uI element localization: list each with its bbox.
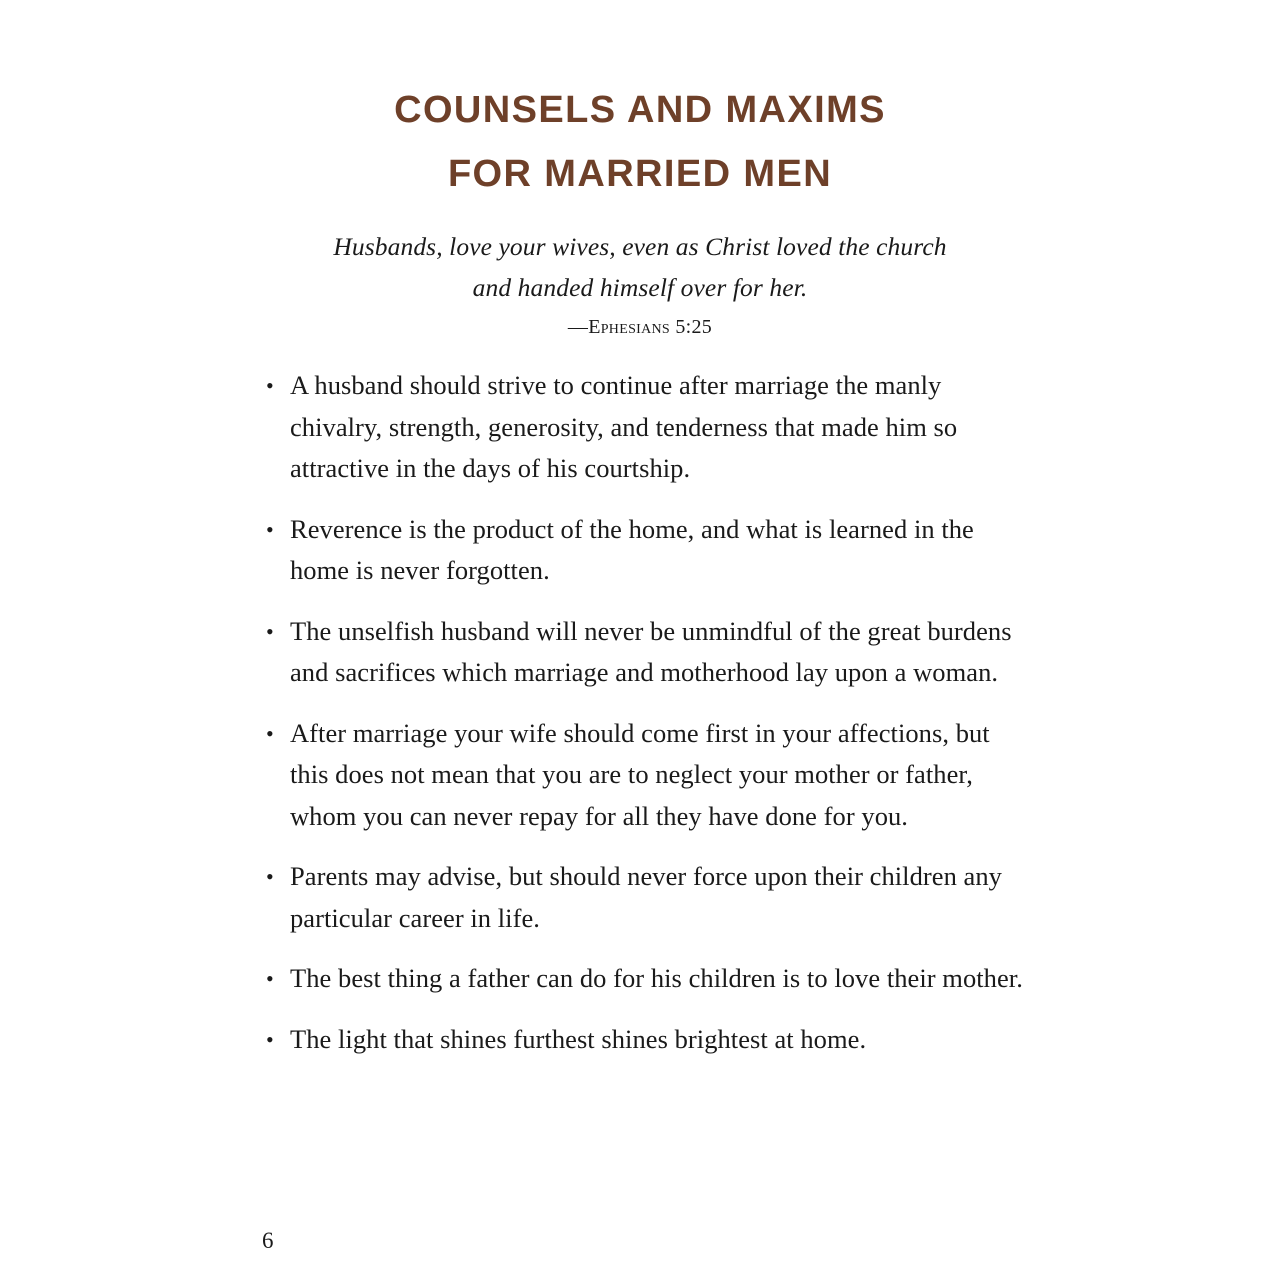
list-item	[262, 611, 1024, 694]
list-item	[262, 509, 1024, 592]
page-title-line-1: COUNSELS AND MAXIMS	[394, 89, 886, 131]
list-item-text: A husband should strive to continue after marriage the manly chivalry, strength, generosity, and tenderness that made him so attractive in the days of his courtship.	[290, 370, 958, 483]
list-item	[262, 958, 1024, 1000]
list-item	[262, 365, 1024, 490]
list-item-text: After marriage your wife should come first in your affections, but this does not mean that you are to neglect your mother or father, whom you can never repay for all they have done for you.	[290, 717, 990, 831]
list-item-text: The light that shines furthest shines brightest at home.	[290, 1023, 867, 1054]
epigraph-line-2: and handed himself over for her.	[472, 273, 808, 302]
bullet-icon: •	[266, 373, 274, 398]
epigraph-line-1: Husbands, love your wives, even as Christ loved the church	[333, 232, 947, 261]
page-title	[0, 78, 1280, 206]
epigraph-attribution	[0, 314, 1280, 341]
bullet-icon: •	[266, 864, 274, 889]
bullet-icon: •	[266, 516, 274, 542]
bullet-icon: •	[266, 966, 274, 991]
list-item-text: Reverence is the product of the home, and what is learned in the home is never forgotten.	[290, 513, 974, 585]
list-item-text: The unselfish husband will never be unmindful of the great burdens and sacrifices which marriage and motherhood lay upon a woman.	[290, 615, 1012, 687]
attribution-dash: —	[567, 316, 589, 338]
page-title-line-2: FOR MARRIED MEN	[447, 153, 833, 195]
page-number: 6	[262, 1228, 274, 1253]
list-item-text: The best thing a father can do for his children is to love their mother.	[290, 963, 1023, 993]
maxims-list	[262, 365, 1024, 1060]
list-item	[262, 713, 1024, 838]
bullet-icon: •	[266, 1026, 274, 1052]
list-item	[262, 1019, 1024, 1061]
list-item-text: Parents may advise, but should never force upon their children any particular career in life.	[290, 861, 1002, 933]
list-item	[262, 856, 1024, 939]
epigraph-block	[0, 226, 1280, 341]
bullet-icon: •	[266, 720, 274, 746]
attribution-source: Ephesians 5:25	[588, 316, 713, 338]
bullet-icon: •	[266, 618, 274, 644]
